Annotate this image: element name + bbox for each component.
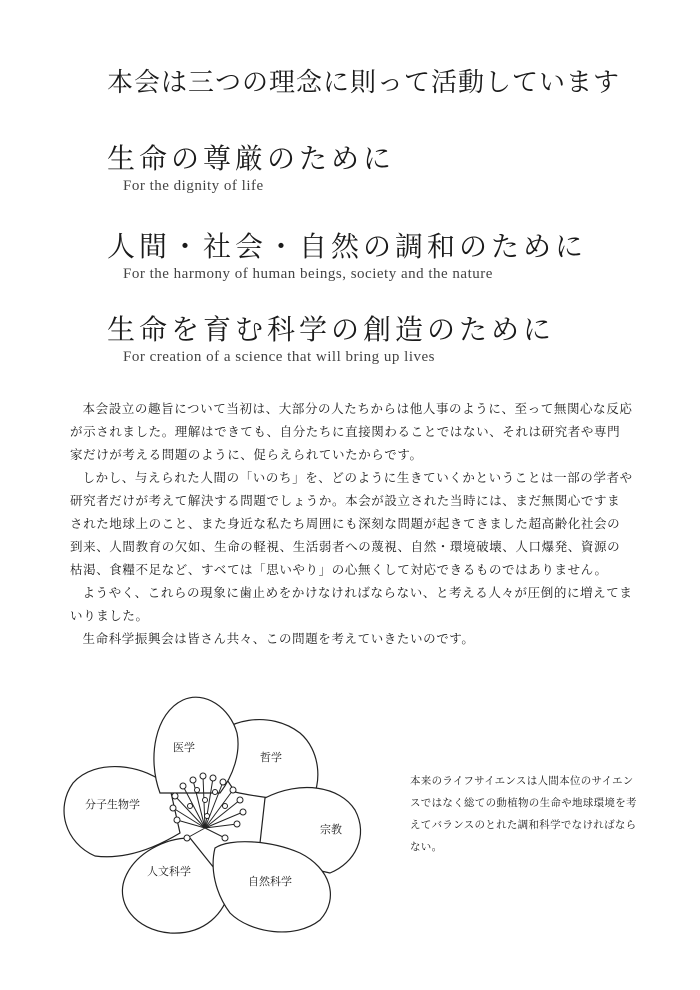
principle-title: 人間・社会・自然の調和のために bbox=[107, 230, 588, 263]
body-text bbox=[70, 397, 633, 650]
body-paragraph: ようやく、これらの現象に歯止めをかけなければならない、と考える人々が圧倒的に増えてまいりました。 bbox=[70, 585, 633, 623]
principle-dignity bbox=[107, 142, 395, 196]
principle-subtitle: For the harmony of human beings, society and the nature bbox=[123, 266, 493, 282]
petal-label-philosophy: 哲学 bbox=[260, 751, 282, 764]
body-paragraph: しかし、与えられた人間の「いのち」を、どのように生きていくかということは一部の学者や研究者だけが考えて解決する問題でしょうか。本会が設立された当時には、まだ無関心ですまされた地球上のこと、また身近な私たち周囲にも深刻な問題が起きてきました超高齢化社会の到来、人間教育の欠如、生命の軽視、生活弱者への蔑視、自然・環境破壊、人口爆発、資源の枯渇、食糧不足など、すべては「思いやり」の心無くして対応できるものではありません。 bbox=[70, 470, 633, 577]
principle-title: 生命を育む科学の創造のために bbox=[107, 313, 556, 346]
flower-figure bbox=[55, 688, 375, 938]
principle-subtitle: For the dignity of life bbox=[123, 178, 264, 194]
principle-subtitle: For creation of a science that will bring up lives bbox=[123, 349, 435, 365]
figure-caption: 本来のライフサイエンスは人間本位のサイエンスではなく総ての動植物の生命や地球環境を考えてバランスのとれた調和科学でなければならない。 bbox=[410, 775, 637, 853]
petal-label-medicine: 医学 bbox=[173, 741, 195, 754]
petal-label-molecular-biology: 分子生物学 bbox=[85, 798, 140, 811]
page-title: 本会は三つの理念に則って活動しています bbox=[107, 68, 621, 98]
flower-drawing bbox=[55, 688, 375, 938]
petal-label-natural-science: 自然科学 bbox=[248, 875, 292, 888]
principle-harmony bbox=[107, 230, 587, 284]
principle-science bbox=[107, 313, 555, 367]
body-paragraph: 本会設立の趣旨について当初は、大部分の人たちからは他人事のように、至って無関心な反応が示されました。理解はできても、自分たちに直接関わることではない、それは研究者や専門家だけが考える問題のように、促らえられていたからです。 bbox=[70, 401, 633, 462]
principle-title: 生命の尊厳のために bbox=[107, 142, 396, 175]
body-paragraph: 生命科学振興会は皆さん共々、この問題を考えていきたいのです。 bbox=[82, 631, 475, 646]
petal-label-religion: 宗教 bbox=[320, 823, 342, 836]
petal-label-humanities: 人文科学 bbox=[147, 865, 191, 878]
